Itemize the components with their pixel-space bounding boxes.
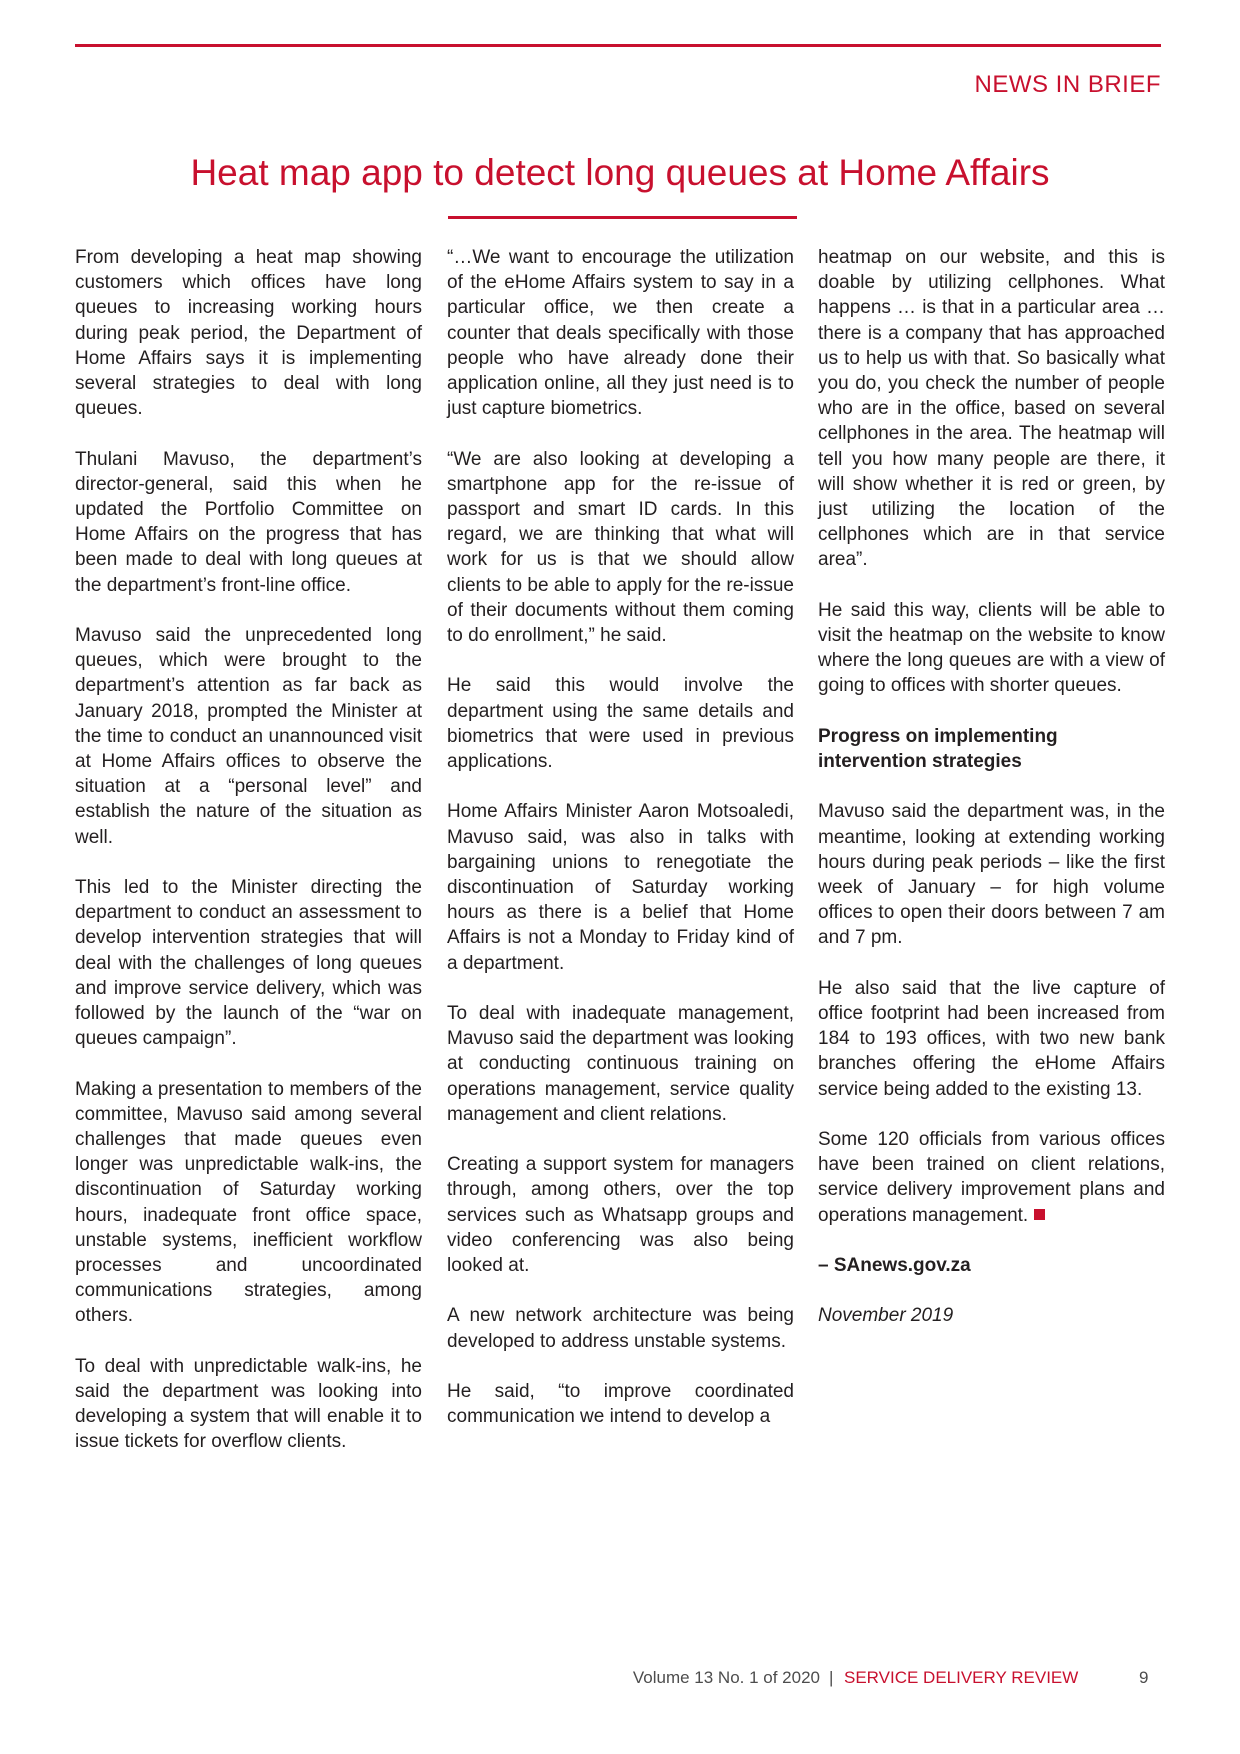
- paragraph: “…We want to encourage the utilization of the eHome Affairs system to say in a particular office, we then create a counter that deals specifically with those people who have already done their application online, all they just need is to just capture biometrics.: [447, 247, 794, 420]
- paragraph: Mavuso said the department was, in the meantime, looking at extending working hours during peak periods – like the first week of January – for high volume offices to open their doors between 7 am and 7 pm.: [818, 801, 1165, 949]
- paragraph: This led to the Minister directing the department to conduct an assessment to develop intervention strategies that will deal with the challenges of long queues and improve service delivery, which was followed by the launch of the “war on queues campaign”.: [75, 877, 422, 1050]
- paragraph: He also said that the live capture of office footprint had been increased from 184 to 193 offices, with two new bank branches offering the eHome Affairs service being added to the existing 13.: [818, 977, 1165, 1100]
- footer-volume: Volume 13 No. 1 of 2020: [632, 1668, 820, 1687]
- paragraph: He said this would involve the department using the same details and biometrics that were used in previous applications.: [447, 675, 794, 773]
- article-headline: Heat map app to detect long queues at Home Affairs: [190, 152, 1050, 193]
- paragraph-final: [818, 1127, 1165, 1228]
- paragraph: Thulani Mavuso, the department’s director-general, said this when he updated the Portfolio Committee on Home Affairs on the progress that has been made to deal with long queues at the department’s front-line office.: [75, 448, 422, 596]
- article-column-2: [447, 245, 794, 1455]
- footer-separator: |: [829, 1668, 834, 1687]
- headline-underline: [448, 216, 797, 219]
- top-rule: [75, 44, 1161, 47]
- article-column-1: [75, 245, 422, 1480]
- source-credit: – SAnews.gov.za: [818, 1255, 971, 1277]
- section-label: NEWS IN BRIEF: [974, 71, 1161, 98]
- paragraph: Making a presentation to members of the committee, Mavuso said among several challenges that made queues even longer was unpredictable walk-ins, the discontinuation of Saturday working hours, inadequate front office space, unstable systems, inefficient workflow processes and uncoordinated communications strategies, among others.: [75, 1078, 422, 1327]
- paragraph: From developing a heat map showing customers which offices have long queues to increasing working hours during peak period, the Department of Home Affairs says it is implementing several strategies to deal with long queues.: [75, 247, 422, 420]
- publication-date: November 2019: [818, 1305, 954, 1327]
- article-column-3: [818, 245, 1165, 1354]
- paragraph: Creating a support system for managers through, among others, over the top services such as Whatsapp groups and video conferencing was also being looked at.: [447, 1154, 794, 1277]
- paragraph: To deal with unpredictable walk-ins, he said the department was looking into developing a system that will enable it to issue tickets for overflow clients.: [75, 1355, 422, 1453]
- paragraph: Home Affairs Minister Aaron Motsoaledi, Mavuso said, was also in talks with bargaining unions to renegotiate the discontinuation of Saturday working hours as there is a belief that Home Affairs is not a Monday to Friday kind of a department.: [447, 801, 794, 974]
- paragraph-text: Some 120 officials from various offices have been trained on client relations, service delivery improvement plans and operations management.: [818, 1129, 1165, 1226]
- paragraph: heatmap on our website, and this is doable by utilizing cellphones. What happens … is that in a particular area … there is a company that has approached us to help us with that. So basically what you do, you check the number of people who are in the office, based on several cellphones in the area. The heatmap will tell you how many people are there, it will show whether it is red or green, by just utilizing the location of the cellphones which are in that service area”.: [818, 247, 1165, 571]
- footer-publication: SERVICE DELIVERY REVIEW: [844, 1668, 1079, 1687]
- paragraph: To deal with inadequate management, Mavuso said the department was looking at conducting continuous training on operations management, service quality management and client relations.: [447, 1003, 794, 1125]
- paragraph: A new network architecture was being developed to address unstable systems.: [447, 1305, 794, 1352]
- end-of-article-icon: [1034, 1209, 1045, 1220]
- paragraph: “We are also looking at developing a smartphone app for the re-issue of passport and smart ID cards. In this regard, we are thinking that what will work for us is that we should allow clients to be able to apply for the re-issue of their documents without them coming to do enrollment,” he said.: [447, 448, 794, 647]
- page-number: 9: [1139, 1668, 1149, 1687]
- paragraph: He said, “to improve coordinated communication we intend to develop a: [447, 1381, 794, 1428]
- paragraph: Mavuso said the unprecedented long queues, which were brought to the department’s attention as far back as January 2018, prompted the Minister at the time to conduct an unannounced visit at Home Affairs offices to observe the situation at a “personal level” and establish the nature of the situation as well.: [75, 625, 422, 848]
- subheading: Progress on implementing intervention strategies: [818, 725, 1058, 773]
- paragraph: He said this way, clients will be able to visit the heatmap on the website to know where the long queues are with a view of going to offices with shorter queues.: [818, 599, 1165, 697]
